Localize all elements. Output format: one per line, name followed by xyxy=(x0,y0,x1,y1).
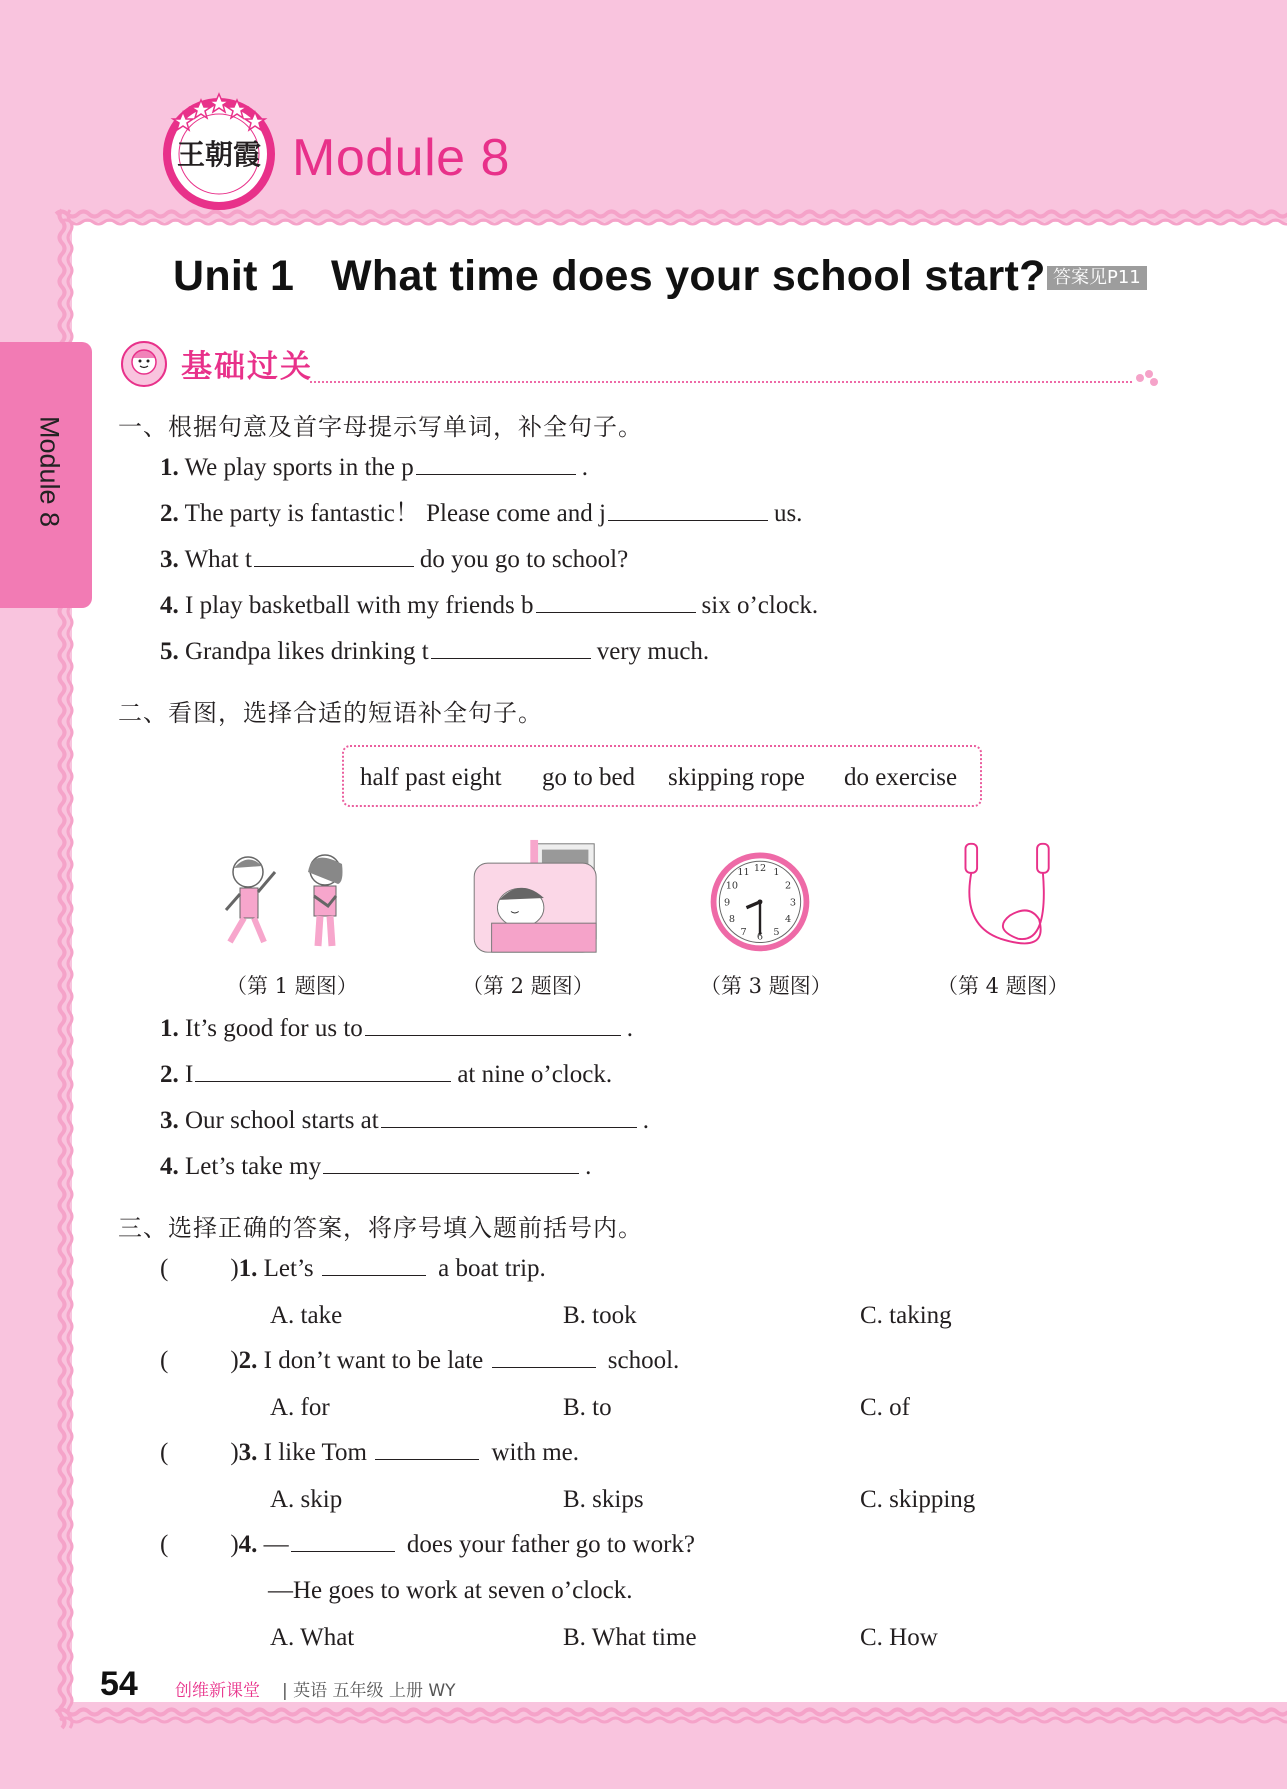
part3-heading: 三、选择正确的答案，将序号填入题前括号内。 xyxy=(118,1214,643,1242)
word-bank-box xyxy=(342,745,982,807)
answer-blank[interactable] xyxy=(195,1080,451,1082)
option-c: C. skipping xyxy=(860,1486,976,1513)
option-b: B. What time xyxy=(563,1624,697,1651)
clock-number-7: 7 xyxy=(740,926,747,938)
caption-picture-1: （第 1 题图） xyxy=(226,974,358,998)
page-number: 54 xyxy=(100,1665,138,1703)
part2-question-2: 2. I at nine o’clock. xyxy=(160,1061,613,1088)
option-c: C. taking xyxy=(860,1302,952,1329)
answer-reference-badge: 答案见P11 xyxy=(1047,266,1147,290)
student-avatar-icon xyxy=(118,336,170,388)
clock-number-6: 6 xyxy=(756,931,764,943)
option-b: B. took xyxy=(563,1302,637,1329)
kids-exercising-illustration xyxy=(220,842,360,962)
section-title: 基础过关 xyxy=(181,349,313,385)
decorative-dots-icon xyxy=(1134,368,1160,388)
option-c: C. How xyxy=(860,1624,938,1651)
part3-question-1: ( )1. Let’s a boat trip. xyxy=(160,1255,546,1282)
answer-blank[interactable] xyxy=(536,611,696,613)
caption-picture-3: （第 3 题图） xyxy=(700,974,832,998)
answer-blank[interactable] xyxy=(375,1458,479,1460)
footer-book-info: | 英语 五年级 上册 WY xyxy=(282,1681,456,1701)
brand-logo-icon xyxy=(158,88,280,210)
part2-heading: 二、看图，选择合适的短语补全句子。 xyxy=(118,699,543,727)
clock-number-2: 2 xyxy=(784,880,792,892)
part2-question-4: 4. Let’s take my . xyxy=(160,1153,592,1180)
option-a: A. take xyxy=(270,1302,343,1329)
caption-picture-2: （第 2 题图） xyxy=(462,974,594,998)
part1-heading: 一、根据句意及首字母提示写单词，补全句子。 xyxy=(118,413,643,441)
clock-number-9: 9 xyxy=(724,897,731,909)
module-title: Module 8 xyxy=(292,129,510,187)
part3-question-4-reply: —He goes to work at seven o’clock. xyxy=(268,1577,633,1604)
answer-blank[interactable] xyxy=(416,473,576,475)
unit-title: Unit 1 What time does your school start? xyxy=(173,252,1046,300)
part1-question-1: 1. We play sports in the p . xyxy=(160,454,589,481)
side-tab-label: Module 8 xyxy=(34,415,65,528)
clock-illustration xyxy=(690,838,830,958)
clock-number-12: 12 xyxy=(753,862,767,874)
logo-text: 王朝霞 xyxy=(176,138,262,171)
bottom-wave xyxy=(56,1710,1287,1715)
clock-number-4: 4 xyxy=(784,914,792,926)
skipping-rope-illustration xyxy=(940,838,1080,958)
option-a: A. skip xyxy=(270,1486,343,1513)
word-option: half past eight xyxy=(360,764,502,791)
bottom-wave-2 xyxy=(60,1718,1287,1722)
answer-blank[interactable] xyxy=(254,565,414,567)
clock-number-10: 10 xyxy=(725,880,739,892)
word-option: skipping rope xyxy=(668,764,805,791)
answer-blank[interactable] xyxy=(608,519,768,521)
part3-question-4: ( )4. — does your father go to work? xyxy=(160,1531,696,1558)
top-wave xyxy=(56,212,1287,217)
part3-question-3: ( )3. I like Tom with me. xyxy=(160,1439,579,1466)
page-paper xyxy=(72,222,1287,1702)
part3-question-2: ( )2. I don’t want to be late school. xyxy=(160,1347,680,1374)
clock-number-3: 3 xyxy=(789,897,796,909)
clock-number-5: 5 xyxy=(773,926,780,938)
word-option: go to bed xyxy=(542,764,636,791)
part1-question-2: 2. The party is fantastic！ Please come and j us. xyxy=(160,500,803,527)
part1-question-5: 5. Grandpa likes drinking t very much. xyxy=(160,638,710,665)
option-b: B. to xyxy=(563,1394,612,1421)
option-a: A. for xyxy=(270,1394,330,1421)
clock-number-8: 8 xyxy=(728,914,736,926)
answer-blank[interactable] xyxy=(492,1366,596,1368)
answer-blank[interactable] xyxy=(431,657,591,659)
answer-blank[interactable] xyxy=(291,1550,395,1552)
answer-blank[interactable] xyxy=(322,1274,426,1276)
clock-number-11: 11 xyxy=(737,866,750,878)
option-c: C. of xyxy=(860,1394,910,1421)
part1-question-4: 4. I play basketball with my friends b six o’clock. xyxy=(160,592,819,619)
clock-number-1: 1 xyxy=(773,866,780,878)
part2-question-1: 1. It’s good for us to . xyxy=(160,1015,634,1042)
part1-question-3: 3. What t do you go to school? xyxy=(160,546,629,573)
option-a: A. What xyxy=(270,1624,355,1651)
option-b: B. skips xyxy=(563,1486,644,1513)
answer-blank[interactable] xyxy=(323,1172,579,1174)
answer-blank[interactable] xyxy=(381,1126,637,1128)
footer-brand: 创维新课堂 xyxy=(175,1681,260,1701)
answer-blank[interactable] xyxy=(365,1034,621,1036)
section-divider xyxy=(310,381,1132,383)
part2-question-3: 3. Our school starts at . xyxy=(160,1107,649,1134)
caption-picture-4: （第 4 题图） xyxy=(937,974,1069,998)
word-option: do exercise xyxy=(844,764,958,791)
child-sleeping-illustration xyxy=(470,838,610,958)
